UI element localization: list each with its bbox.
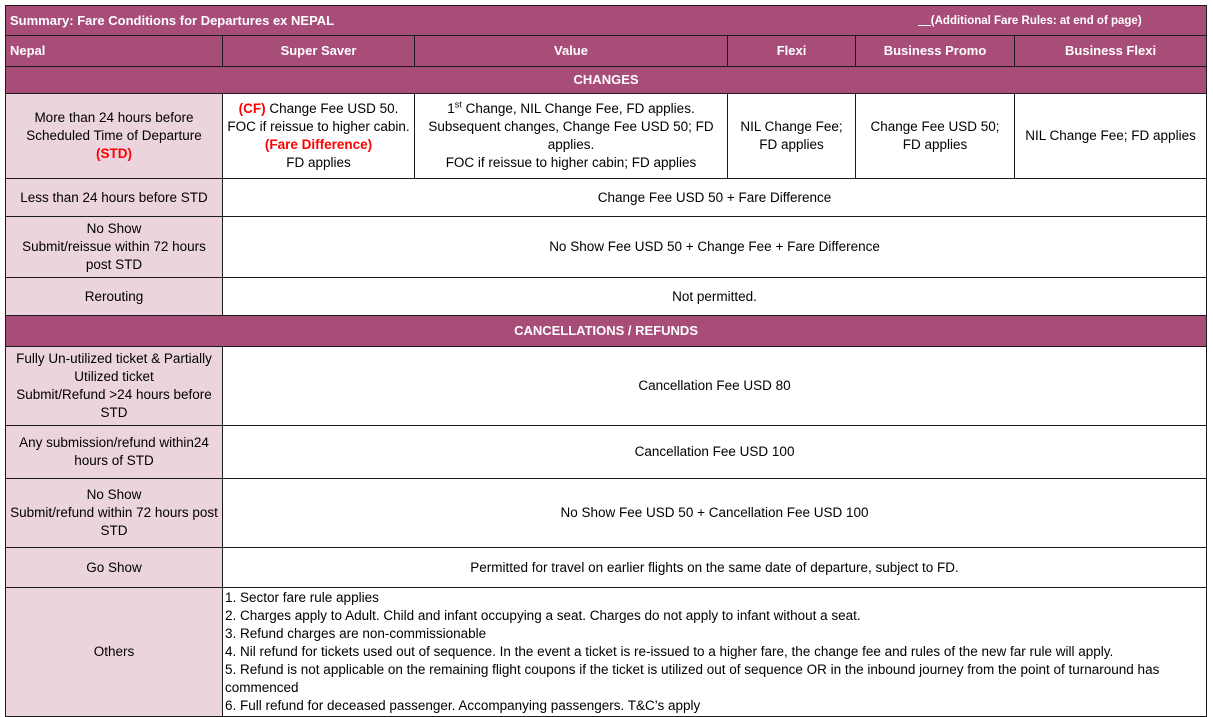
row-label-more-than-24h: More than 24 hours before Scheduled Time of Departure (STD) — [6, 94, 223, 179]
column-header-flexi: Flexi — [728, 36, 856, 67]
table-title — [6, 6, 1207, 36]
section-row-cancellations — [6, 316, 1207, 347]
table-row — [6, 278, 1207, 316]
table-row — [6, 479, 1207, 548]
table-row — [6, 426, 1207, 479]
section-title-cancellations: CANCELLATIONS / REFUNDS — [6, 316, 1207, 347]
others-note: 2. Charges apply to Adult. Child and infant occupying a seat. Charges do not apply to infant without a seat. — [225, 608, 861, 623]
row-label-fully-unutilized: Fully Un-utilized ticket & Partially Utilized ticket Submit/Refund >24 hours before STD — [6, 347, 223, 426]
row-label-go-show: Go Show — [6, 548, 223, 588]
column-header-row — [6, 36, 1207, 67]
table-row — [6, 347, 1207, 426]
column-header-value: Value — [415, 36, 728, 67]
column-header-origin: Nepal — [6, 36, 223, 67]
others-note: 4. Nil refund for tickets used out of sequence. In the event a ticket is re-issued to a higher fare, the change fee and rules of the new far rule will apply. — [225, 644, 1114, 659]
row-label-no-show-refund: No Show Submit/refund within 72 hours post STD — [6, 479, 223, 548]
cell-no-show-refund: No Show Fee USD 50 + Cancellation Fee USD 100 — [223, 479, 1207, 548]
cell-rerouting: Not permitted. — [223, 278, 1207, 316]
cell-flexi-more-than-24h: NIL Change Fee; FD applies — [728, 94, 856, 179]
others-note: commenced — [225, 680, 299, 695]
cell-business-flexi-more-than-24h: NIL Change Fee; FD applies — [1015, 94, 1207, 179]
others-note: 3. Refund charges are non-commissionable — [225, 626, 487, 641]
additional-rules-note: __(Additional Fare Rules: at end of page) — [918, 15, 1142, 27]
title-text: Summary: Fare Conditions for Departures ex NEPAL — [10, 12, 335, 28]
section-row-changes — [6, 67, 1207, 94]
table-row — [6, 94, 1207, 179]
row-label-less-than-24h: Less than 24 hours before STD — [6, 179, 223, 217]
title-row — [6, 6, 1207, 36]
cf-abbreviation: (CF) — [238, 101, 266, 116]
fare-conditions-table — [5, 5, 1207, 717]
others-note: 5. Refund is not applicable on the remaining flight coupons if the ticket is utilized out of sequence OR in the inbound journey from the point of turnaround has — [225, 662, 1160, 677]
row-label-rerouting: Rerouting — [6, 278, 223, 316]
row-label-no-show-change: No Show Submit/reissue within 72 hours post STD — [6, 217, 223, 278]
column-header-business-promo: Business Promo — [856, 36, 1015, 67]
others-notes — [223, 588, 1207, 717]
cell-business-promo-more-than-24h: Change Fee USD 50; FD applies — [856, 94, 1015, 179]
cell-fully-unutilized: Cancellation Fee USD 80 — [223, 347, 1207, 426]
others-note: 1. Sector fare rule applies — [225, 590, 379, 605]
section-title-changes: CHANGES — [6, 67, 1207, 94]
cell-within-24h: Cancellation Fee USD 100 — [223, 426, 1207, 479]
others-note: 6. Full refund for deceased passenger. Accompanying passengers. T&C’s apply — [225, 698, 701, 713]
cell-less-than-24h: Change Fee USD 50 + Fare Difference — [223, 179, 1207, 217]
column-header-super-saver: Super Saver — [223, 36, 415, 67]
table-row — [6, 179, 1207, 217]
cell-no-show-change: No Show Fee USD 50 + Change Fee + Fare Difference — [223, 217, 1207, 278]
row-label-within-24h: Any submission/refund within24 hours of STD — [6, 426, 223, 479]
cell-super-saver-more-than-24h: (CF) Change Fee USD 50. FOC if reissue to higher cabin. (Fare Difference) FD applies — [223, 94, 415, 179]
cell-value-more-than-24h: 1st Change, NIL Change Fee, FD applies. Subsequent changes, Change Fee USD 50; FD applies. FOC if reissue to higher cabin; FD applies — [415, 94, 728, 179]
table-row — [6, 548, 1207, 588]
column-header-business-flexi: Business Flexi — [1015, 36, 1207, 67]
table-row — [6, 588, 1207, 717]
fare-difference-label: (Fare Difference) — [264, 137, 373, 152]
table-row — [6, 217, 1207, 278]
row-label-others: Others — [6, 588, 223, 717]
cell-go-show: Permitted for travel on earlier flights on the same date of departure, subject to FD. — [223, 548, 1207, 588]
std-abbreviation: (STD) — [96, 146, 132, 161]
